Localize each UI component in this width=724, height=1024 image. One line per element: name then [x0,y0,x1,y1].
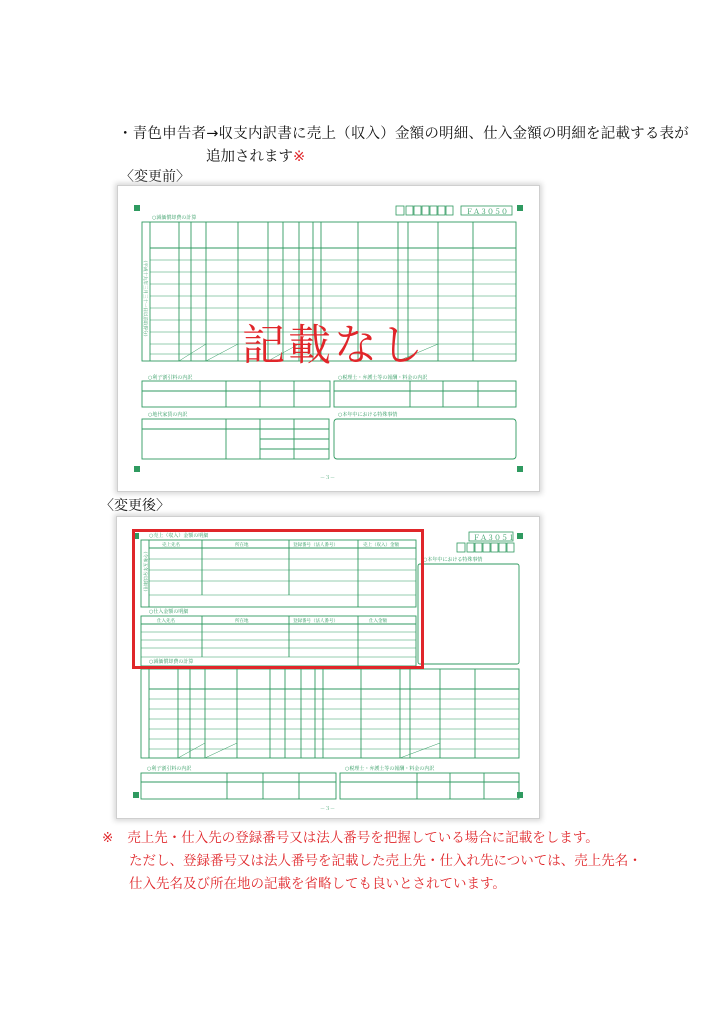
after-section-special: ○本年中における特殊事情 [423,557,483,563]
after-col-sales-regno: 登録番号（法人番号） [293,543,338,548]
after-col-sales-address: 所在地 [235,543,249,548]
before-section-rent: ○地代家賃の内訳 [148,412,188,418]
intro-line-2 [206,145,305,166]
before-section-depreciation: ○減価償却費の計算 [152,215,197,221]
before-form-image [118,186,539,491]
note-asterisk-mark: ※ [102,830,114,846]
note-line-1-text: 売上先・仕入先の登録番号又は法人番号を把握している場合に記載をします。 [127,830,599,846]
after-section-interest: ○利子割引料の内訳 [147,766,192,772]
after-col-purchase-name: 仕入先名 [157,619,175,624]
intro-line-2-text: 追加されます [206,149,293,165]
before-section-interest: ○利子割引料の内訳 [148,375,193,381]
after-section-sales: ○売上（収入）金額の明細 [149,533,209,539]
after-section-purchases: ○仕入金額の明細 [149,609,189,615]
after-form-image [117,517,539,818]
intro-asterisk-mark: ※ [293,149,306,165]
after-page-number: －３－ [320,806,336,812]
after-col-purchase-regno: 登録番号（法人番号） [293,619,338,624]
intro-line-1: ・青色申告者→収支内訳書に売上（収入）金額の明細、仕入金額の明細を記載する表が [118,126,689,142]
before-page-number: －３－ [320,475,336,481]
after-form-code: ＦＡ３０５１ [473,534,515,542]
note-line-3: 仕入先名及び所在地の記載を省略しても良いとされています。 [129,876,506,892]
after-col-sales-name: 売上先名 [162,543,180,548]
after-col-purchase-address: 所在地 [235,619,249,624]
before-form-code: ＦＡ３０５０ [466,208,508,216]
before-label: 〈変更前〉 [120,169,190,185]
after-section-fees: ○税理士・弁護士等の報酬・料金の内訳 [345,766,435,772]
svg-text:（平成十九年三月三十一日以前取得分）: （平成十九年三月三十一日以前取得分） [142,258,147,339]
note-line-2: ただし、登録番号又は法人番号を記載した売上先・仕入れ先については、売上先名・ [129,853,642,869]
after-col-purchase-amount: 仕入金額 [369,619,387,624]
after-label: 〈変更後〉 [100,498,170,514]
after-new-tables-highlight [132,529,424,669]
before-section-special: ○本年中における特殊事情 [338,412,398,418]
before-no-entry-stamp: 記載なし [242,321,426,371]
after-col-sales-amount: 売上（収入）金額 [363,543,399,548]
before-section-fees: ○税理士・弁護士等の報酬・料金の内訳 [338,375,428,381]
after-section-depreciation: ○減価償却費の計算 [149,659,194,665]
note-line-1 [102,826,599,846]
svg-text:（令和五年分以降用）: （令和五年分以降用） [142,549,147,594]
